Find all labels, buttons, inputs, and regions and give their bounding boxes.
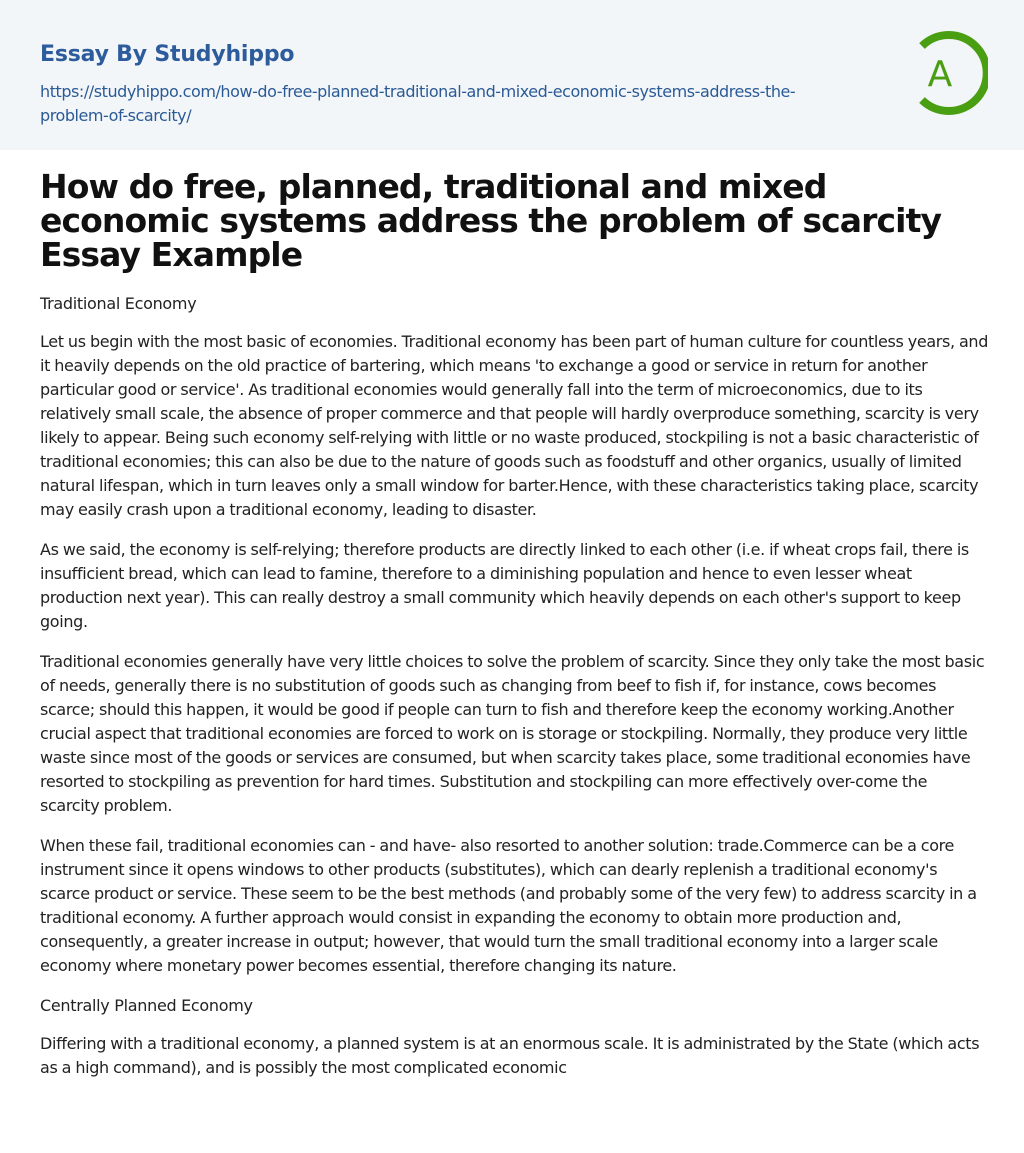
studyhippo-logo-icon[interactable] <box>912 30 988 116</box>
section-traditional-economy <box>40 292 989 978</box>
paragraph: When these fail, traditional economies can - and have- also resorted to another solution: trade.Commerce can be a core instrument since it opens windows to other products (substitutes), which can dearly replenish a traditional economy's scarce product or service. These seem to be the best methods (and probably some of the very few) to address scarcity in a traditional economy. A further approach would consist in expanding the economy to obtain more production and, consequently, a greater increase in output; however, that would turn the small traditional economy into a larger scale economy where monetary power becomes essential, therefore changing its nature. <box>40 836 977 975</box>
article-title: How do free, planned, traditional and mixed economic systems address the problem of scarcity Essay Example <box>40 167 942 274</box>
logo-letter: A <box>927 54 953 95</box>
brand-title: Essay By Studyhippo <box>40 42 295 67</box>
section-heading: Traditional Economy <box>40 294 197 313</box>
section-heading: Centrally Planned Economy <box>40 996 253 1015</box>
article <box>0 150 1024 1080</box>
paragraph: As we said, the economy is self-relying; therefore products are directly linked to each other (i.e. if wheat crops fail, there is insufficient bread, which can lead to famine, therefore to a diminishing population and hence to even lesser wheat production next year). This can really destroy a small community which heavily depends on each other's support to keep going. <box>40 540 969 631</box>
paragraph: Let us begin with the most basic of economies. Traditional economy has been part of human culture for countless years, and it heavily depends on the old practice of bartering, which means 'to exchange a good or service in return for another particular good or service'. As traditional economies would generally fall into the term of microeconomics, due to its relatively small scale, the absence of proper commerce and that people will hardly overproduce something, scarcity is very likely to appear. Being such economy self-relying with little or no waste produced, stockpiling is not a basic characteristic of traditional economies; this can also be due to the nature of goods such as foodstuff and other organics, usually of limited natural lifespan, which in turn leaves only a small window for barter.Hence, with these characteristics taking place, scarcity may easily crash upon a traditional economy, leading to disaster. <box>40 332 989 519</box>
paragraph: Traditional economies generally have very little choices to solve the problem of scarcity. Since they only take the most basic of needs, generally there is no substitution of goods such as changing from beef to fish if, for instance, cows becomes scarce; should this happen, it would be good if people can turn to fish and therefore keep the economy working.Another crucial aspect that traditional economies are forced to work on is storage or stockpiling. Normally, they produce very little waste since most of the goods or services are consumed, but when scarcity takes place, some traditional economies have resorted to stockpiling as prevention for hard times. Substitution and stockpiling can more effectively over-come the scarcity problem. <box>40 652 985 815</box>
section-centrally-planned-economy <box>40 994 984 1080</box>
logo-svg <box>912 30 988 116</box>
site-header <box>0 0 1024 150</box>
paragraph: Differing with a traditional economy, a planned system is at an enormous scale. It is administrated by the State (which acts as a high command), and is possibly the most complicated economic <box>40 1034 980 1077</box>
source-url-link[interactable]: https://studyhippo.com/how-do-free-planned-traditional-and-mixed-economic-systems-address-the-problem-of-scarcity/ <box>40 82 796 125</box>
